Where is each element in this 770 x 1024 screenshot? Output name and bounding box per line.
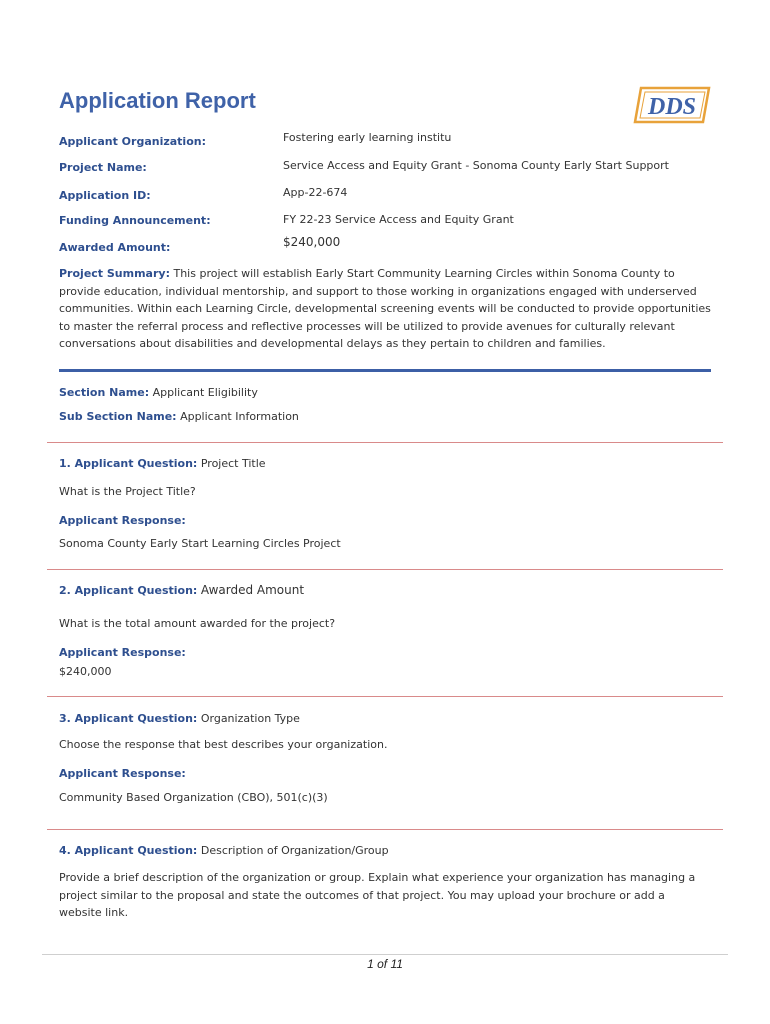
logo-text: DDS bbox=[647, 94, 697, 120]
question-title: Awarded Amount bbox=[200, 583, 305, 597]
summary-text: This project will establish Early Start Community Learning Circles within Sonoma County to provide education, individual mentorship, and support to those working in organizations engaged with underserved communities. Within each Learning Circle, developmental screening events will be conducted to provide opportunities to master the referral process and reflective processes will be utilized to provide avenues for culturally relevant conversations about disabilities and developmental delays as they pertain to children and families. bbox=[59, 267, 711, 350]
question-title: Organization Type bbox=[200, 712, 300, 725]
section-name-label: Section Name: bbox=[59, 386, 150, 399]
question-title: Description of Organization/Group bbox=[200, 844, 389, 857]
question-text: What is the Project Title? bbox=[59, 485, 196, 498]
question-label: 2. Applicant Question: bbox=[59, 584, 198, 597]
question-title: Project Title bbox=[200, 457, 266, 470]
question-label: 4. Applicant Question: bbox=[59, 844, 198, 857]
response-label: Applicant Response: bbox=[59, 767, 186, 780]
question-heading bbox=[59, 712, 300, 725]
section-name-value: Applicant Eligibility bbox=[152, 386, 258, 399]
page-title: Application Report bbox=[59, 88, 256, 113]
sub-section-name bbox=[59, 410, 299, 423]
question-text: Choose the response that best describes your organization. bbox=[59, 738, 388, 751]
response-text: Community Based Organization (CBO), 501(c)(3) bbox=[59, 791, 328, 804]
info-label: Applicant Organization: bbox=[59, 135, 206, 148]
page-number: 1 of 11 bbox=[367, 957, 403, 971]
question-text: What is the total amount awarded for the project? bbox=[59, 617, 336, 630]
question-label: 3. Applicant Question: bbox=[59, 712, 198, 725]
question-heading bbox=[59, 583, 304, 597]
info-label: Awarded Amount: bbox=[59, 241, 171, 254]
dds-logo bbox=[633, 86, 711, 124]
divider bbox=[47, 696, 723, 697]
question-text: Provide a brief description of the organization or group. Explain what experience your organization has managing a project similar to the proposal and state the outcomes of that project. You may upload your brochure or add a website link. bbox=[59, 871, 696, 919]
info-value: App-22-674 bbox=[283, 186, 348, 199]
info-value: $240,000 bbox=[283, 235, 341, 249]
info-label: Project Name: bbox=[59, 161, 147, 174]
info-value: Service Access and Equity Grant - Sonoma County Early Start Support bbox=[283, 159, 669, 172]
sub-section-label: Sub Section Name: bbox=[59, 410, 177, 423]
sub-section-value: Applicant Information bbox=[180, 410, 299, 423]
divider bbox=[47, 442, 723, 443]
response-label: Applicant Response: bbox=[59, 514, 186, 527]
section-name bbox=[59, 386, 258, 399]
info-value: FY 22-23 Service Access and Equity Grant bbox=[283, 213, 514, 226]
info-value: Fostering early learning institu bbox=[283, 131, 452, 144]
info-label: Funding Announcement: bbox=[59, 214, 211, 227]
project-summary bbox=[59, 265, 711, 353]
summary-label: Project Summary: bbox=[59, 267, 170, 280]
divider bbox=[47, 569, 723, 570]
question-heading bbox=[59, 844, 389, 857]
divider bbox=[47, 829, 723, 830]
response-text: $240,000 bbox=[59, 665, 112, 678]
section-divider bbox=[59, 369, 711, 372]
question-heading bbox=[59, 457, 266, 470]
info-label: Application ID: bbox=[59, 189, 151, 202]
question-label: 1. Applicant Question: bbox=[59, 457, 198, 470]
footer-divider bbox=[42, 954, 728, 955]
response-label: Applicant Response: bbox=[59, 646, 186, 659]
response-text: Sonoma County Early Start Learning Circles Project bbox=[59, 537, 341, 550]
